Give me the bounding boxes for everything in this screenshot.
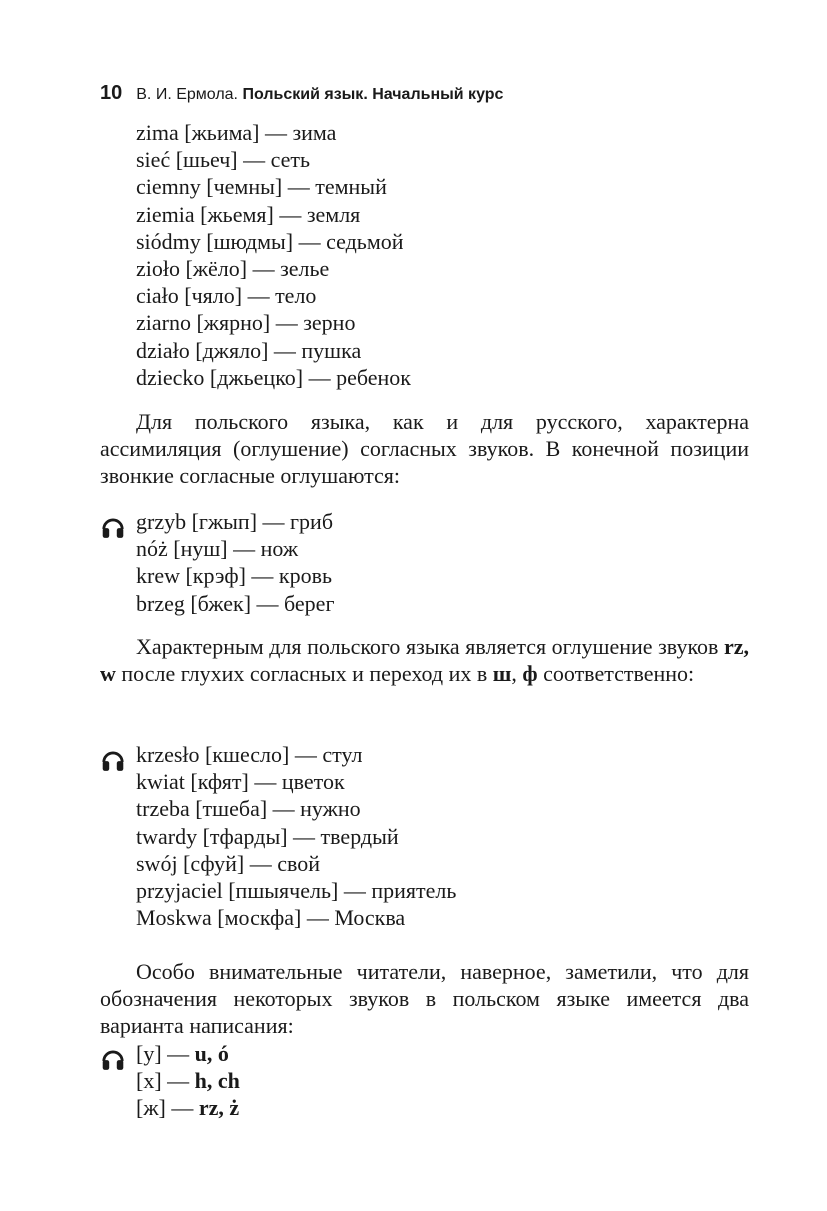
- text: ,: [511, 661, 523, 687]
- list-item: kwiat [кфят] — цветок: [136, 769, 345, 795]
- list-item: [136, 1094, 240, 1121]
- list-item: sieć [шьеч] — сеть: [136, 147, 311, 173]
- list-item: krzesło [кшесло] — стул: [136, 742, 363, 767]
- list-item: przyjaciel [пшыячель] — приятель: [136, 878, 457, 904]
- sound: [у] —: [136, 1041, 195, 1066]
- list-item: działo [джяло] — пушка: [136, 337, 362, 363]
- letters: h, ch: [194, 1068, 240, 1094]
- list-item: ciało [чяло] — тело: [136, 283, 317, 309]
- page-number: 10: [100, 82, 123, 104]
- list-item: krew [крэф] — кровь: [136, 563, 333, 589]
- list-item: dziecko [джьецко] — ребенок: [136, 364, 411, 390]
- author-name: В. И. Ермола.: [136, 86, 238, 103]
- list-item: ciemny [чемны] — темный: [136, 174, 387, 200]
- headphones-icon[interactable]: [100, 1046, 126, 1072]
- letters: u, ó: [194, 1041, 229, 1066]
- list-item: swój [сфуй] — свой: [136, 850, 321, 876]
- list-item: zima [жьима] — зима: [136, 120, 337, 145]
- list-item: grzyb [гжып] — гриб: [136, 509, 334, 534]
- list-item: Moskwa [москфа] — Москва: [136, 905, 406, 931]
- list-item: zioło [жёло] — зелье: [136, 256, 330, 282]
- list-item: twardy [тфарды] — твердый: [136, 823, 399, 849]
- list-item: ziemia [жьемя] — земля: [136, 201, 361, 227]
- list-item: [136, 1067, 240, 1094]
- list-item: trzeba [тшеба] — нужно: [136, 796, 361, 822]
- sound: [ж] —: [136, 1095, 199, 1121]
- paragraph-assimilation: Для польского языка, как и для русского, характерна ассимиляция (оглушение) согласных звуков. В конечной позиции звонкие согласные оглушаются:: [100, 409, 749, 489]
- headphones-icon[interactable]: [100, 514, 126, 540]
- text: соответственно:: [537, 661, 695, 687]
- word-list-spelling-variants: [136, 1040, 240, 1122]
- running-header: [100, 80, 503, 108]
- book-title: Польский язык. Начальный курс: [242, 86, 504, 103]
- paragraph-rz-w: [100, 633, 749, 687]
- word-list-rz-w: [136, 741, 456, 931]
- list-item: siódmy [шюдмы] — седьмой: [136, 228, 404, 254]
- sound: [х] —: [136, 1068, 195, 1094]
- list-item: nóż [нуш] — нож: [136, 536, 299, 562]
- bold-text: rz, w: [100, 634, 749, 687]
- list-item: ziarno [жярно] — зерно: [136, 310, 356, 336]
- word-list-devoicing: [136, 508, 334, 617]
- text: Характерным для польского языка является оглушение звуков: [136, 634, 724, 659]
- bold-text: ф: [522, 661, 538, 687]
- paragraph-spelling: Особо внимательные читатели, наверное, заметили, что для обозначения некоторых звуков в польском языке имеется два варианта написания:: [100, 959, 749, 1039]
- list-item: brzeg [бжек] — берег: [136, 590, 335, 616]
- word-list-soft-consonants: [136, 119, 411, 391]
- list-item: [136, 1040, 240, 1067]
- headphones-icon[interactable]: [100, 747, 126, 773]
- bold-text: ш: [492, 661, 512, 687]
- letters: rz, ż: [198, 1095, 240, 1121]
- text: после глухих согласных и переход их в: [115, 661, 493, 687]
